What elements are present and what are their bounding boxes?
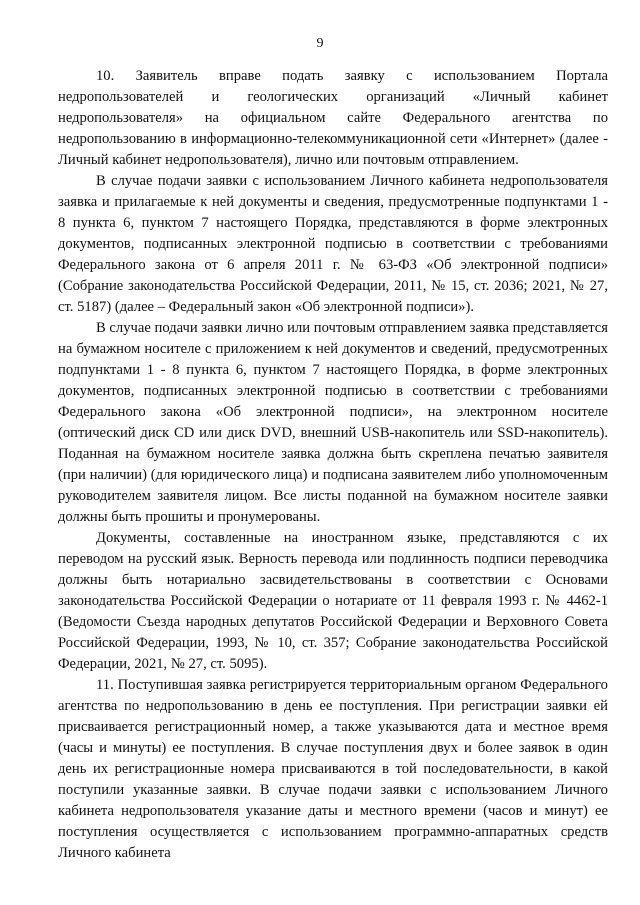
document-body [58,66,608,864]
paragraph-10: 10. Заявитель вправе подать заявку с использованием Портала недропользователей и геологических организаций «Личный кабинет недропользователя» на официальном сайте Федерального агентства по недропользованию в информационно-телекоммуникационной сети «Интернет» (далее - Личный кабинет недропользователя), лично или почтовым отправлением. [58,68,608,168]
paragraph-foreign-documents: Документы, составленные на иностранном языке, представляются с их переводом на русский язык. Верность перевода или подлинность подписи переводчика должны быть нотариально засвидетельствованы в соответствии с Основами законодательства Российской Федерации о нотариате от 11 февраля 1993 г. № 4462-1 (Ведомости Съезда народных депутатов Российской Федерации и Верховного Совета Российской Федерации, 1993, № 10, ст. 357; Собрание законодательства Российской Федерации, 2021, № 27, ст. 5095). [58,530,608,672]
page-number: 9 [316,36,324,51]
paragraph-paper-submission: В случае подачи заявки лично или почтовым отправлением заявка представляется на бумажном носителе с приложением к ней документов и сведений, предусмотренных подпунктами 1 - 8 пункта 6, пунктом 7 настоящего Порядка, в форме электронных документов, подписанных электронной подписью в соответствии с требованиями Федерального закона «Об электронной подписи», на электронном носителе (оптический диск CD или диск DVD, внешний USB-накопитель или SSD-накопитель). Поданная на бумажном носителе заявка должна быть скреплена печатью заявителя (при наличии) (для юридического лица) и подписана заявителем либо уполномоченным руководителем заявителя лицом. Все листы поданной на бумажном носителе заявки должны быть прошиты и пронумерованы. [58,320,608,525]
paragraph-11: 11. Поступившая заявка регистрируется территориальным органом Федерального агентства по недропользованию в день ее поступления. При регистрации заявки ей присваивается регистрационный номер, а также указываются дата и местное время (часы и минуты) ее поступления. В случае поступления двух и более заявок в один день их регистрационные номера присваиваются в той последовательности, в какой поступили указанные заявки. В случае подачи заявки с использованием Личного кабинета недропользователя указание даты и местного времени (часов и минут) ее поступления осуществляется с использованием программно-аппаратных средств Личного кабинета [58,677,608,861]
paragraph-electronic-submission: В случае подачи заявки с использованием Личного кабинета недропользователя заявка и прилагаемые к ней документы и сведения, предусмотренные подпунктами 1 - 8 пункта 6, пунктом 7 настоящего Порядка, представляются в форме электронных документов, подписанных электронной подписью в соответствии с требованиями Федерального закона от 6 апреля 2011 г. № 63-ФЗ «Об электронной подписи» (Собрание законодательства Российской Федерации, 2011, № 15, ст. 2036; 2021, № 27, ст. 5187) (далее – Федеральный закон «Об электронной подписи»). [58,173,608,315]
